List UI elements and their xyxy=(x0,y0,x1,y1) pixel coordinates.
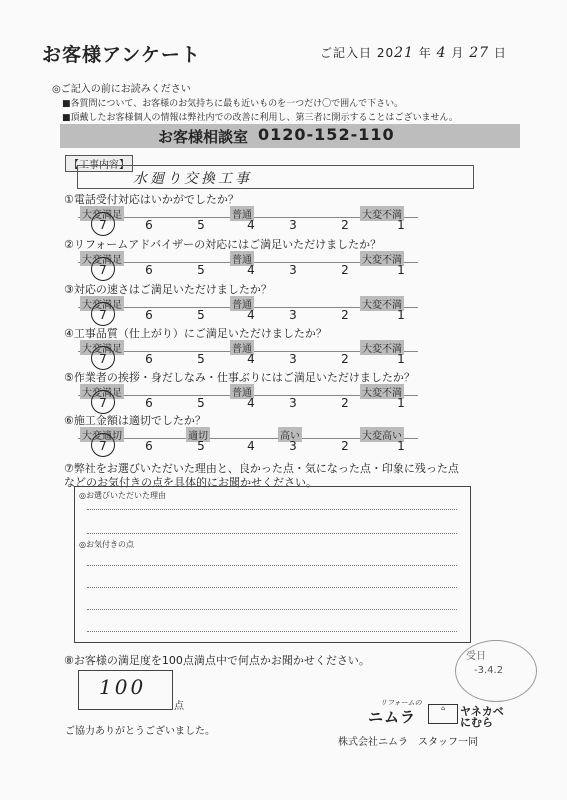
scale-right-label: 大変不満 xyxy=(360,251,404,266)
question-text: ⑤作業者の挨拶・身だしなみ・仕事ぶりにはご満足いただけましたか？ xyxy=(64,371,415,384)
page-title: お客様アンケート xyxy=(42,44,201,66)
scale-right-label: 大変不満 xyxy=(360,340,404,355)
scale-mid-label: 普通 xyxy=(230,340,254,355)
rating-option[interactable]: 2 xyxy=(341,218,349,232)
scale-left-label: 大変満足 xyxy=(80,340,124,355)
writing-line xyxy=(87,565,457,566)
rating-scale xyxy=(78,296,418,322)
rating-option[interactable]: 2 xyxy=(341,263,349,277)
q7-text: などのお気付きの点を具体的にお聞かせください。 xyxy=(64,476,317,489)
rating-option[interactable]: 1 xyxy=(397,396,405,410)
rating-option[interactable]: 2 xyxy=(341,439,349,453)
writing-line xyxy=(87,631,457,632)
rating-option[interactable]: 3 xyxy=(289,218,297,232)
rating-option[interactable]: 7 xyxy=(99,396,107,410)
rating-option[interactable]: 5 xyxy=(197,263,205,277)
q7-text: ⑦弊社をお選びいただいた理由と、良かった点・気になった点・印象に残った点 xyxy=(64,462,459,475)
scale-left-label: 大変満足 xyxy=(80,384,124,399)
yanekabe-logo: ヤネカベ にむら xyxy=(460,705,504,729)
scale-right-label: 大変高い xyxy=(360,427,404,442)
q8-text: ⑧お客様の満足度を100点満点中で何点かお聞かせください。 xyxy=(64,654,370,667)
thanks-text: ご協力ありがとうございました。 xyxy=(65,726,215,737)
rating-option[interactable]: 7 xyxy=(99,263,107,277)
scale-left-label: 大変満足 xyxy=(80,206,124,221)
rating-option[interactable]: 6 xyxy=(145,308,153,322)
intro-line: ■頂戴したお客様個人の情報は弊社内での改善に利用し、第三者に開示することはございません。 xyxy=(62,113,459,123)
rating-option[interactable]: 7 xyxy=(99,218,107,232)
scale-right-label: 大変不満 xyxy=(360,296,404,311)
selected-circle xyxy=(91,257,115,281)
q7-answer-box xyxy=(74,486,471,643)
rating-option[interactable]: 1 xyxy=(397,263,405,277)
q7-sub-notes: ◎お気付きの点 xyxy=(79,540,134,549)
scale-mid-label: 普通 xyxy=(230,206,254,221)
rating-option[interactable]: 3 xyxy=(289,396,297,410)
scale-mid2-label: 高い xyxy=(278,427,302,442)
rating-option[interactable]: 4 xyxy=(247,218,255,232)
rating-option[interactable]: 1 xyxy=(397,218,405,232)
rating-option[interactable]: 6 xyxy=(145,218,153,232)
rating-option[interactable]: 5 xyxy=(197,352,205,366)
scale-left-label: 大変適切 xyxy=(80,427,124,442)
rating-option[interactable]: 4 xyxy=(247,308,255,322)
question-text: ①電話受付対応はいかがでしたか？ xyxy=(64,193,239,206)
work-value: 水廻り交換工事 xyxy=(133,171,252,187)
rating-option[interactable]: 7 xyxy=(99,439,107,453)
intro-heading: ◎ご記入の前にお読みください xyxy=(52,84,191,95)
question-text: ②リフォームアドバイザーの対応にはご満足いただけましたか？ xyxy=(64,238,382,251)
banner-phone: 0120-152-110 xyxy=(258,125,395,144)
rating-option[interactable]: 1 xyxy=(397,439,405,453)
selected-circle xyxy=(91,302,115,326)
entry-date: ご記入日 2021 年 4 月 27 日 xyxy=(320,45,507,61)
rating-option[interactable]: 4 xyxy=(247,439,255,453)
question-text: ④工事品質（仕上がり）にご満足いただけましたか？ xyxy=(64,327,327,340)
scale-left-label: 大変満足 xyxy=(80,251,124,266)
intro-line: ■各質問について、お客様のお気持ちに最も近いものを一つだけ〇で囲んで下さい。 xyxy=(62,99,404,109)
rating-option[interactable]: 5 xyxy=(197,308,205,322)
rating-option[interactable]: 1 xyxy=(397,352,405,366)
rating-option[interactable]: 2 xyxy=(341,396,349,410)
rating-option[interactable]: 4 xyxy=(247,263,255,277)
rating-option[interactable]: 2 xyxy=(341,352,349,366)
rating-scale xyxy=(78,206,418,232)
scale-left-label: 大変満足 xyxy=(80,296,124,311)
writing-line xyxy=(87,587,457,588)
rating-option[interactable]: 1 xyxy=(397,308,405,322)
score-unit: 点 xyxy=(174,701,184,712)
writing-line xyxy=(87,609,457,610)
nimura-logo: ニムラ xyxy=(368,708,417,726)
question-text: ③対応の速さはご満足いただけましたか？ xyxy=(64,283,272,296)
rating-scale xyxy=(78,384,418,410)
rating-option[interactable]: 6 xyxy=(145,396,153,410)
received-stamp: 受日 -3.4.2 xyxy=(455,640,537,702)
scale-right-label: 大変不満 xyxy=(360,384,404,399)
house-logo-icon: ⌂ xyxy=(428,704,458,724)
rating-option[interactable]: 5 xyxy=(197,218,205,232)
company-name: 株式会社ニムラ スタッフ一同 xyxy=(338,737,478,748)
rating-option[interactable]: 5 xyxy=(197,396,205,410)
rating-option[interactable]: 7 xyxy=(99,308,107,322)
writing-line xyxy=(87,509,457,510)
score-box xyxy=(78,670,173,710)
rating-option[interactable]: 6 xyxy=(145,439,153,453)
rating-option[interactable]: 4 xyxy=(247,352,255,366)
rating-option[interactable]: 2 xyxy=(341,308,349,322)
rating-option[interactable]: 3 xyxy=(289,263,297,277)
banner-title: お客様相談室 xyxy=(158,128,249,146)
work-label: 【工事内容】 xyxy=(65,155,133,172)
selected-circle xyxy=(91,212,115,236)
scale-right-label: 大変不満 xyxy=(360,206,404,221)
rating-option[interactable]: 3 xyxy=(289,352,297,366)
scale-mid-label: 適切 xyxy=(186,427,210,442)
rating-scale xyxy=(78,340,418,366)
rating-option[interactable]: 4 xyxy=(247,396,255,410)
score-value: 100 xyxy=(99,675,147,699)
rating-scale xyxy=(78,427,418,453)
work-field xyxy=(77,165,474,189)
scale-mid-label: 普通 xyxy=(230,251,254,266)
selected-circle xyxy=(91,390,115,414)
selected-circle xyxy=(91,433,115,457)
selected-circle xyxy=(91,346,115,370)
writing-line xyxy=(87,533,457,534)
rating-option[interactable]: 3 xyxy=(289,439,297,453)
question-text: ⑥施工金額は適切でしたか？ xyxy=(64,414,206,427)
scale-mid-label: 普通 xyxy=(230,296,254,311)
rating-option[interactable]: 7 xyxy=(99,352,107,366)
rating-option[interactable]: 6 xyxy=(145,263,153,277)
rating-scale xyxy=(78,251,418,277)
q7-sub-reason: ◎お選びいただいた理由 xyxy=(79,491,166,500)
scale-mid-label: 普通 xyxy=(230,384,254,399)
logo-tagline: リフォームの xyxy=(380,699,422,707)
rating-option[interactable]: 5 xyxy=(197,439,205,453)
rating-option[interactable]: 3 xyxy=(289,308,297,322)
rating-option[interactable]: 6 xyxy=(145,352,153,366)
